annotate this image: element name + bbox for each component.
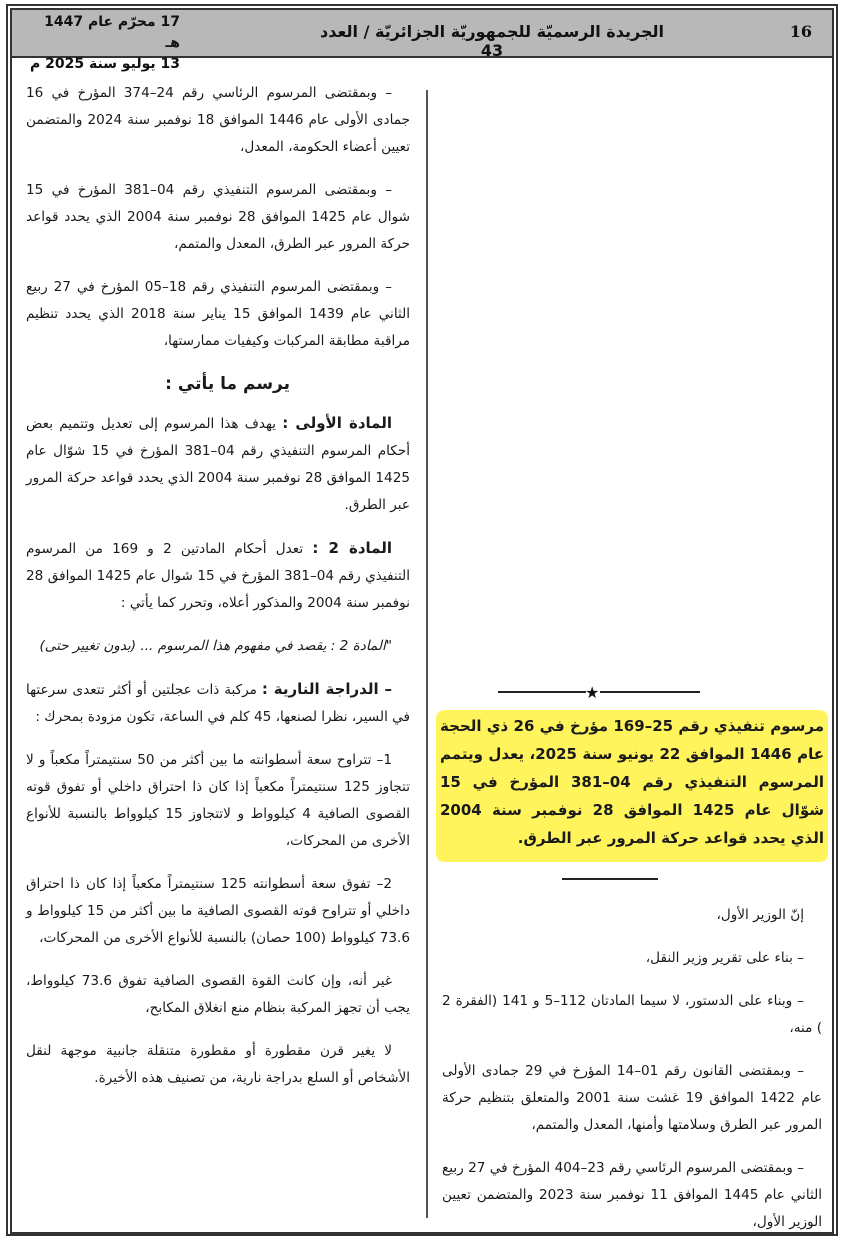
article-1: [26, 410, 410, 519]
article-2: [26, 535, 410, 617]
motorcycle-definition: [26, 676, 410, 731]
paragraph: – وبمقتضى المرسوم التنفيذي رقم 04–381 المؤرخ في 15 شوال عام 1425 الموافق 28 نوفمبر سنة 2004 الذي يحدد قواعد حركة المرور عبر الطرق، المعدل والمتمم،: [26, 182, 410, 252]
article-2-text: تعدل أحكام المادتين 2 و 169 من المرسوم التنفيذي رقم 04–381 المؤرخ في 15 شوال عام 1425 الموافق 28 نوفمبر سنة 2004 والمذكور أعلاه، وتحرر كما يأتي :: [26, 541, 410, 611]
decree-title-highlighted: مرسوم تنفيذي رقم 25–169 مؤرخ في 26 ذي الحجة عام 1446 الموافق 22 يونيو سنة 2025، يعدل ويتمم المرسوم التنفيذي رقم 04–381 المؤرخ في 15 شوّال عام 1425 الموافق 28 نوفمبر سنة 2004 الذي يحدد قواعد حركة المرور عبر الطرق.: [436, 710, 828, 862]
motorcycle-label: – الدراجة النارية :: [261, 680, 392, 698]
list-item: 2– تفوق سعة أسطوانته 125 سنتيمتراً مكعباً إذا كان ذا احتراق داخلي أو تتراوح قوته القصوى الصافية ما بين أكثر من 15 كيلوواط و 73.6 كيلوواط (100 حصان) بالنسبة للأنواع الأخرى من المحركات،: [26, 876, 410, 946]
motorcycle-text: مركبة ذات عجلتين أو أكثر تتعدى سرعتها في السير، نظرا لصنعها، 45 كلم في الساعة، تكون مزودة بمحرك :: [26, 682, 410, 725]
paragraph: – وبمقتضى المرسوم الرئاسي رقم 23–404 المؤرخ في 27 ربيع الثاني عام 1445 الموافق 11 نوفمبر سنة 2023 والمتضمن تعيين الوزير الأول،: [442, 1160, 822, 1230]
paragraph: – وبمقتضى القانون رقم 01–14 المؤرخ في 29 جمادى الأولى عام 1422 الموافق 19 غشت سنة 2001 والمتعلق بتنظيم حركة المرور عبر الطرق وسلامتها وأمنها، المعدل والمتمم،: [442, 1063, 822, 1133]
page-number: 16: [789, 22, 812, 41]
star-divider: [442, 680, 822, 702]
left-column: [26, 80, 410, 1108]
opening-line: إنّ الوزير الأول،: [716, 907, 804, 923]
article-1-label: المادة الأولى :: [282, 414, 393, 432]
right-column: [442, 680, 822, 1252]
divider-line: [600, 691, 700, 693]
paragraph: – وبمقتضى المرسوم الرئاسي رقم 24–374 المؤرخ في 16 جمادى الأولى عام 1446 الموافق 18 نوفمبر سنة 2024 والمتضمن تعيين أعضاء الحكومة، المعدل،: [26, 85, 411, 155]
gazette-title: الجريدة الرسميّة للجمهوريّة الجزائريّة / العدد 43: [320, 22, 664, 60]
decree-heading: يرسم ما يأتي :: [165, 374, 290, 394]
paragraph: – بناء على تقرير وزير النقل،: [645, 950, 804, 966]
article-1-text: يهدف هذا المرسوم إلى تعديل وتتميم بعض أحكام المرسوم التنفيذي رقم 04–381 المؤرخ في 15 شوّال عام 1425 الموافق 28 نوفمبر سنة 2004 الذي يحدد قواعد حركة المرور عبر الطرق.: [26, 416, 410, 513]
divider-line: [498, 691, 586, 693]
column-divider: [426, 90, 428, 1218]
issue-date: [30, 12, 180, 75]
quoted-article: "المادة 2 : يقصد في مفهوم هذا المرسوم ... (بدون تغيير حتى): [39, 638, 392, 654]
article-2-label: المادة 2 :: [312, 539, 392, 557]
title-underline: [562, 878, 658, 880]
paragraph: غير أنه، وإن كانت القوة القصوى الصافية تفوق 73.6 كيلوواط، يجب أن تجهز المركبة بنظام منع انغلاق المكابح،: [26, 973, 410, 1016]
page-header: [12, 10, 832, 72]
date-gregorian: 13 يوليو سنة 2025 م: [30, 56, 180, 72]
list-item: 1– تتراوح سعة أسطوانته ما بين أكثر من 50 سنتيمتراً مكعباً و لا تتجاوز 125 سنتيمتراً مكعباً إذا كان ذا احتراق داخلي أو تفوق قوته القصوى الصافية 4 كيلوواط و لاتتجاوز 15 كيلوواط بالنسبة للأنواع الأخرى من المحركات،: [26, 752, 410, 849]
date-hijri: 17 محرّم عام 1447 هـ: [44, 14, 180, 51]
star-icon: ★: [585, 683, 600, 702]
paragraph: – وبناء على الدستور، لا سيما المادتان 112–5 و 141 (الفقرة 2 ) منه،: [442, 993, 822, 1036]
paragraph: لا يغير قرن مقطورة أو مقطورة متنقلة جانبية موجهة لنقل الأشخاص أو السلع بدراجة نارية، من تصنيف هذه الأخيرة.: [26, 1043, 410, 1086]
paragraph: – وبمقتضى المرسوم التنفيذي رقم 18–05 المؤرخ في 27 ربيع الثاني عام 1439 الموافق 15 يناير سنة 2018 الذي يحدد تنظيم مراقبة مطابقة المركبات وكيفيات ممارستها،: [26, 279, 411, 349]
